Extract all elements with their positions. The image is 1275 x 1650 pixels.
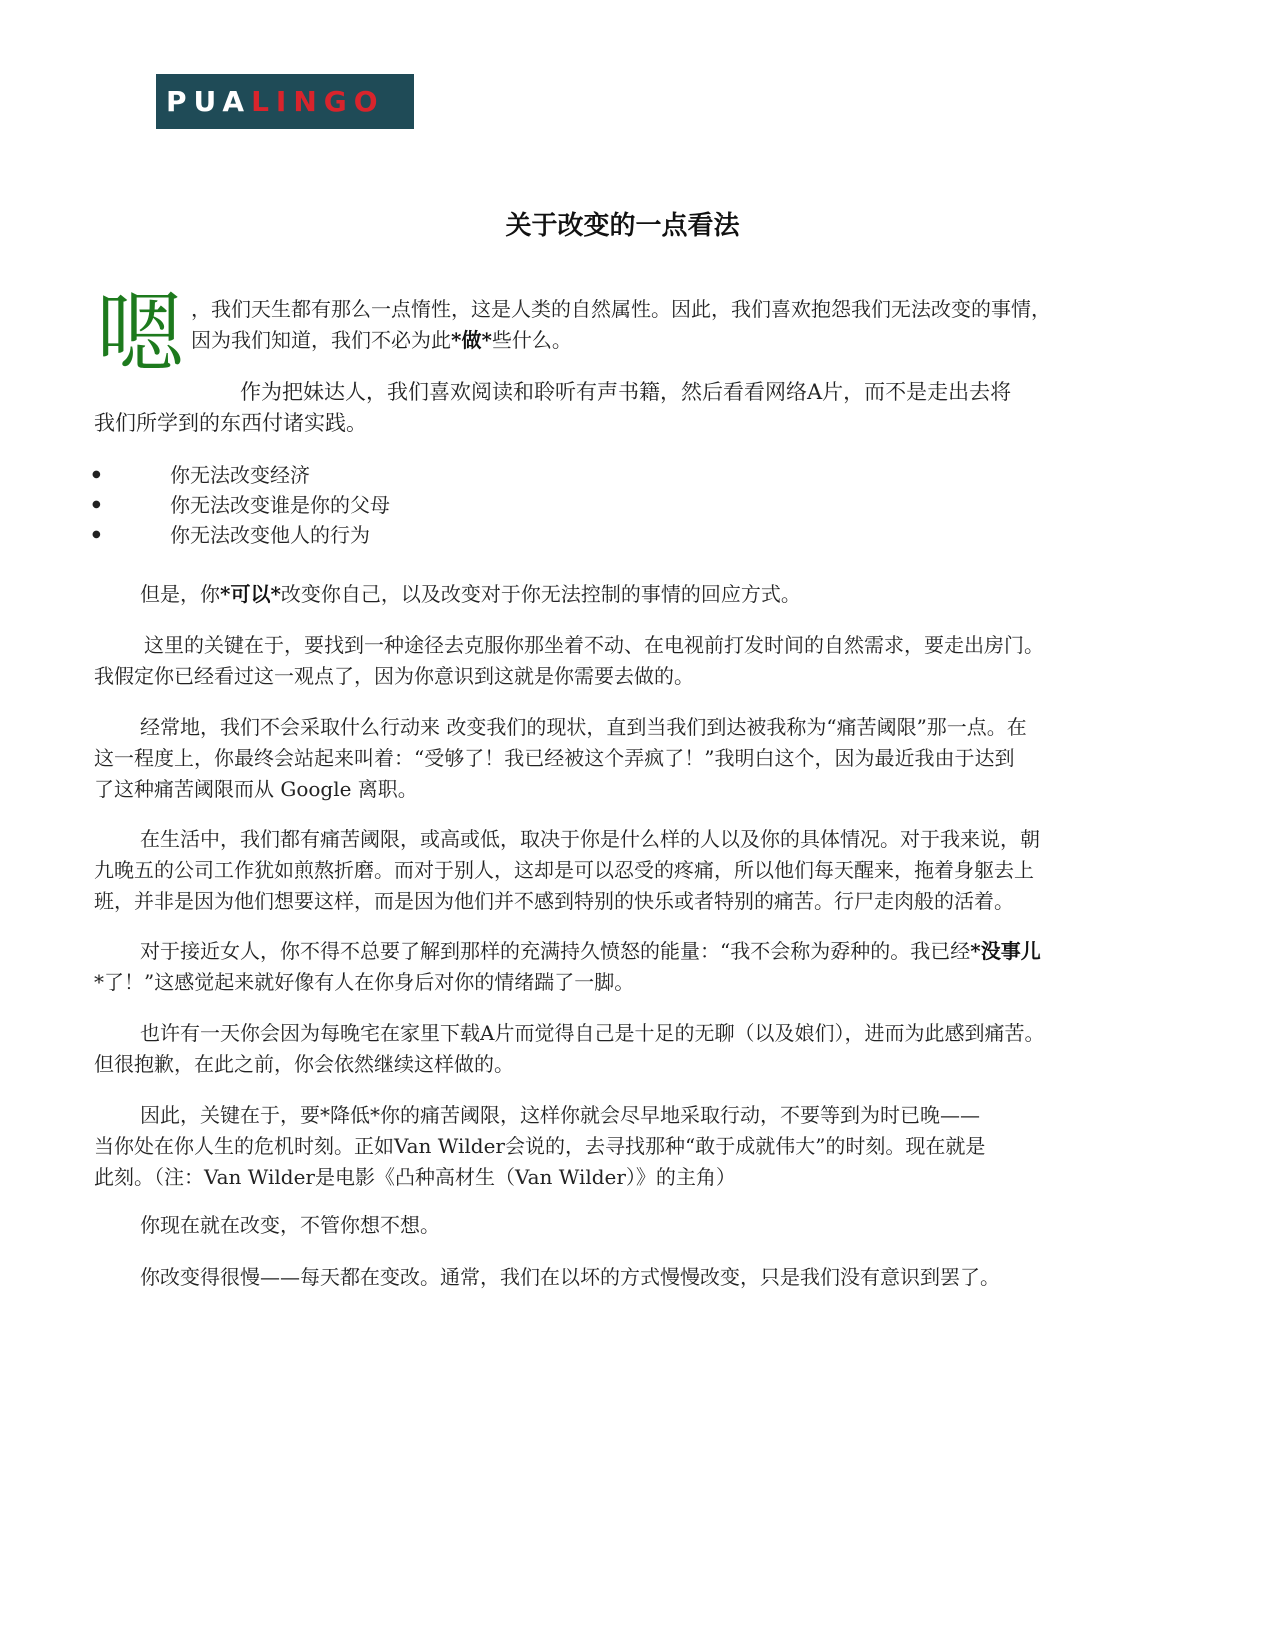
intro-line-2b: 些什么。 — [491, 328, 572, 352]
paragraph-7-line-2: 但很抱歉，在此之前，你会依然继续这样做的。 — [94, 1052, 514, 1076]
paragraph-8-line-3: 此刻。（注：Van Wilder是电影《凸种高材生（Van Wilder）》的主角） — [94, 1165, 736, 1189]
list-item: ● 你无法改变他人的行为 — [92, 520, 390, 550]
bullet-list — [92, 460, 390, 550]
paragraph-1-line-1: 作为把妹达人，我们喜欢阅读和聆听有声书籍，然后看看网络A片，而不是走出去将 — [240, 380, 1012, 404]
paragraph-6-line-2: *了！”这感觉起来就好像有人在你身后对你的情绪踹了一脚。 — [94, 970, 635, 994]
paragraph-8-line-1: 因此，关键在于，要*降低*你的痛苦阈限，这样你就会尽早地采取行动，不要等到为时已晚—— — [140, 1103, 980, 1127]
paragraph-2-a: 但是，你 — [140, 582, 220, 606]
list-item: ● 你无法改变谁是你的父母 — [92, 490, 390, 520]
list-item: ● 你无法改变经济 — [92, 460, 390, 490]
paragraph-4-line-3: 了这种痛苦阈限而从 Google 离职。 — [94, 777, 418, 801]
paragraph-6 — [94, 936, 1214, 998]
paragraph-3-line-2: 我假定你已经看过这一观点了，因为你意识到这就是你需要去做的。 — [94, 664, 694, 688]
paragraph-6-bold: *没事儿 — [970, 939, 1041, 963]
paragraph-5-line-3: 班，并非是因为他们想要这样，而是因为他们并不感到特别的快乐或者特别的痛苦。行尸走肉般的活着。 — [94, 889, 1014, 913]
intro-paragraph — [191, 294, 1211, 356]
logo-part-1: PUA — [166, 85, 252, 118]
paragraph-5 — [94, 824, 1214, 917]
logo-part-2: LINGO — [251, 85, 385, 118]
paragraph-1 — [94, 377, 1194, 439]
paragraph-3-line-1: 这里的关键在于，要找到一种途径去克服你那坐着不动、在电视前打发时间的自然需求，要走出房门。 — [144, 633, 1044, 657]
paragraph-5-line-2: 九晚五的公司工作犹如煎熬折磨。而对于别人，这却是可以忍受的疼痛，所以他们每天醒来，拖着身躯去上 — [94, 858, 1034, 882]
paragraph-7-line-1: 也许有一天你会因为每晚宅在家里下载A片而觉得自己是十足的无聊（以及娘们），进而为此感到痛苦。 — [140, 1021, 1045, 1045]
paragraph-8-line-2: 当你处在你人生的危机时刻。正如Van Wilder会说的，去寻找那种“敢于成就伟大”的时刻。现在就是 — [94, 1134, 986, 1158]
paragraph-1-line-2: 我们所学到的东西付诸实践。 — [94, 411, 367, 435]
intro-bold: *做* — [451, 328, 492, 352]
document-title: 关于改变的一点看法 — [505, 211, 740, 241]
paragraph-2-bold: *可以* — [220, 582, 281, 606]
pualingo-logo — [156, 74, 414, 129]
paragraph-7 — [94, 1018, 1214, 1080]
intro-line-1: ，我们天生都有那么一点惰性，这是人类的自然属性。因此，我们喜欢抱怨我们无法改变的事情， — [191, 297, 1051, 321]
paragraph-8 — [94, 1100, 1214, 1193]
paragraph-6-line-1a: 对于接近女人，你不得不总要了解到那样的充满持久愤怒的能量：“我不会称为孬种的。我已经 — [140, 939, 971, 963]
paragraph-2 — [140, 579, 1200, 610]
paragraph-10: 你改变得很慢——每天都在变改。通常，我们在以坏的方式慢慢改变，只是我们没有意识到罢了。 — [140, 1265, 1000, 1289]
intro-line-2a: 因为我们知道，我们不必为此 — [191, 328, 451, 352]
paragraph-4 — [94, 712, 1214, 805]
paragraph-9: 你现在就在改变，不管你想不想。 — [140, 1213, 440, 1237]
paragraph-4-line-2: 这一程度上，你最终会站起来叫着：“受够了！我已经被这个弄疯了！”我明白这个，因为最近我由于达到 — [94, 746, 1015, 770]
paragraph-5-line-1: 在生活中，我们都有痛苦阈限，或高或低，取决于你是什么样的人以及你的具体情况。对于我来说，朝 — [140, 827, 1040, 851]
paragraph-2-b: 改变你自己，以及改变对于你无法控制的事情的回应方式。 — [280, 582, 801, 606]
drop-cap: 嗯 — [96, 282, 185, 385]
paragraph-3 — [94, 630, 1214, 692]
paragraph-4-line-1: 经常地，我们不会采取什么行动来 改变我们的现状，直到当我们到达被我称为“痛苦阈限”那一点。在 — [140, 715, 1027, 739]
